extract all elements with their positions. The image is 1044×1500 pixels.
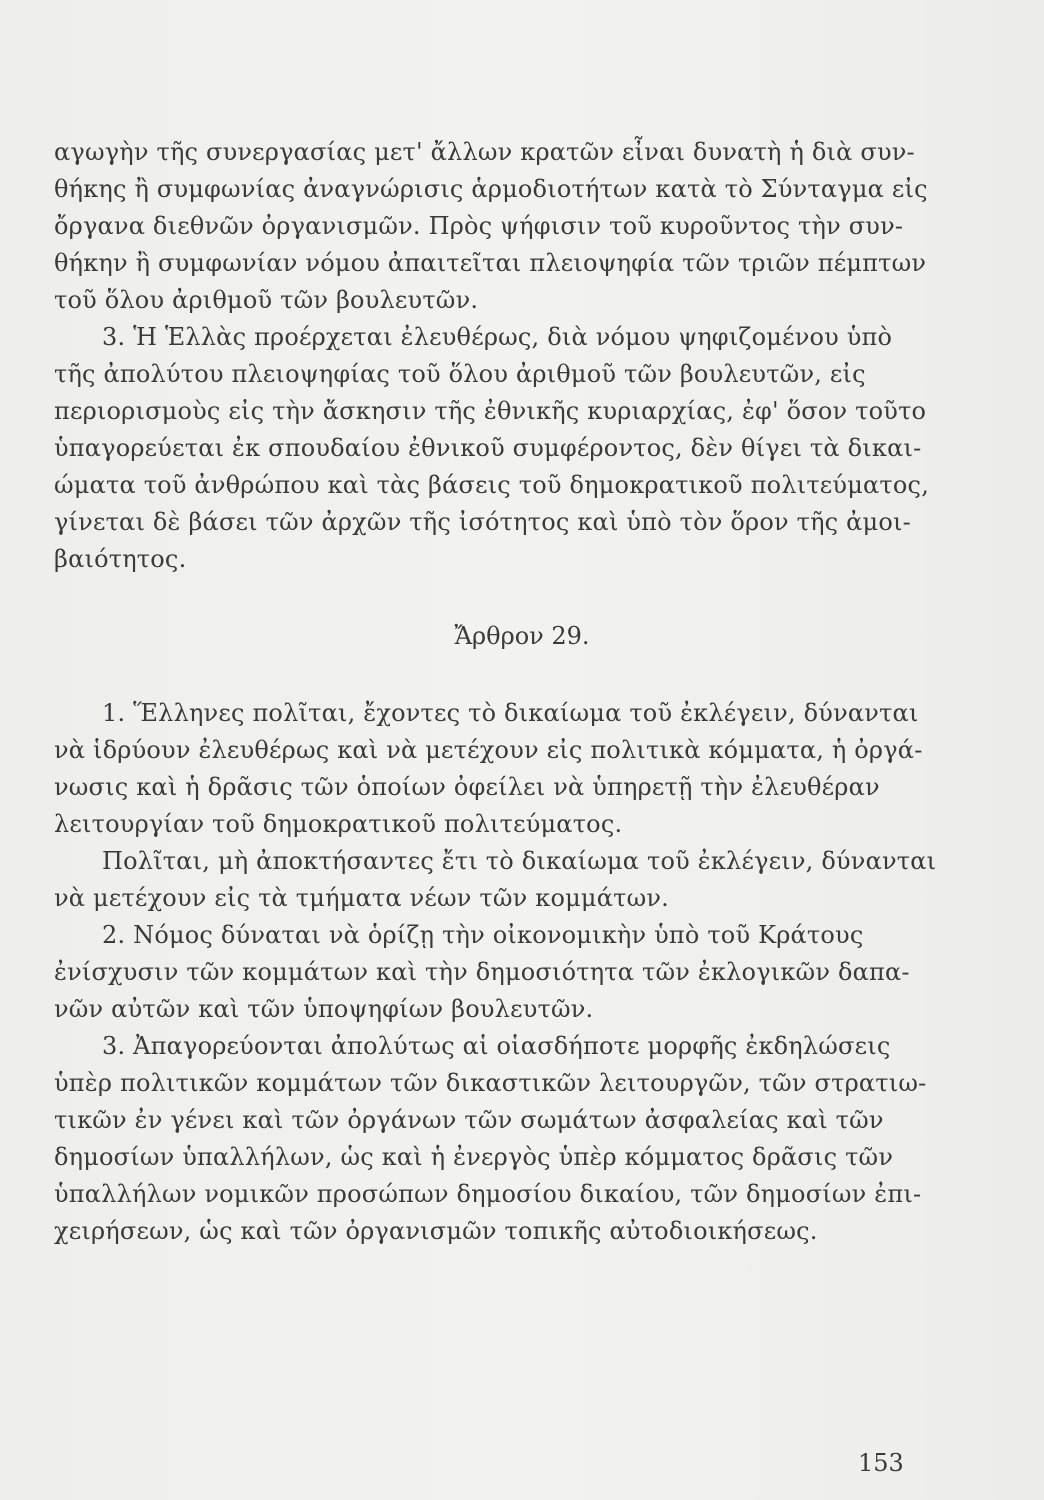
text-block-upper [54,134,930,578]
text-line: 2. Νόμος δύναται νὰ ὁρίζῃ τὴν οἰκονομικὴν ὑπὸ τοῦ Κράτους [102,921,864,949]
text-line: ἐνίσχυσιν τῶν κομμάτων καὶ τὴν δημοσιότητα τῶν ἐκλογικῶν δαπα- [54,958,910,986]
page-number: 153 [858,1449,904,1477]
text-line: γίνεται δὲ βάσει τῶν ἀρχῶν τῆς ἰσότητος καὶ ὑπὸ τὸν ὅρον τῆς ἀμοι- [54,508,911,536]
text-line: θήκην ἢ συμφωνίαν νόμου ἀπαιτεῖται πλειοψηφία τῶν τριῶν πέμπτων [54,249,927,277]
text-line: βαιότητος. [54,545,187,573]
text-line: τῆς ἀπολύτου πλειοψηφίας τοῦ ὅλου ἀριθμοῦ τῶν βουλευτῶν, εἰς [54,360,866,388]
text-line: νῶν αὐτῶν καὶ τῶν ὑποψηφίων βουλευτῶν. [54,995,594,1023]
text-line: τικῶν ἐν γένει καὶ τῶν ὀργάνων τῶν σωμάτων ἀσφαλείας καὶ τῶν [54,1106,884,1134]
text-line: ὄργανα διεθνῶν ὀργανισμῶν. Πρὸς ψήφισιν τοῦ κυροῦντος τὴν συν- [54,212,904,240]
text-line: νωσις καὶ ἡ δρᾶσις τῶν ὁποίων ὀφείλει νὰ ὑπηρετῇ τὴν ἐλευθέραν [54,773,880,801]
article-heading: Ἄρθρον 29. [454,622,590,650]
text-line: ὑπὲρ πολιτικῶν κομμάτων τῶν δικαστικῶν λειτουργῶν, τῶν στρατιω- [54,1069,927,1097]
text-line: Πολῖται, μὴ ἀποκτήσαντες ἔτι τὸ δικαίωμα τοῦ ἐκλέγειν, δύνανται [102,847,937,875]
text-line: νὰ ἱδρύουν ἐλευθέρως καὶ νὰ μετέχουν εἰς πολιτικὰ κόμματα, ἡ ὀργά- [54,736,923,764]
text-line: θήκης ἢ συμφωνίας ἀναγνώρισις ἁρμοδιοτήτων κατὰ τὸ Σύνταγμα εἰς [54,175,928,203]
text-line: αγωγὴν τῆς συνεργασίας μετ' ἄλλων κρατῶν εἶναι δυνατὴ ἡ διὰ συν- [54,138,915,166]
text-block-lower [54,695,937,1250]
text-line: 3. Ἀπαγορεύονται ἀπολύτως αἱ οἱασδήποτε μορφῆς ἐκδηλώσεις [102,1032,891,1060]
text-line: περιορισμοὺς εἰς τὴν ἄσκησιν τῆς ἐθνικῆς κυριαρχίας, ἐφ' ὅσον τοῦτο [54,397,927,425]
text-line: λειτουργίαν τοῦ δημοκρατικοῦ πολιτεύματος. [54,810,623,838]
text-line: ὑπαλλήλων νομικῶν προσώπων δημοσίου δικαίου, τῶν δημοσίων ἐπι- [54,1180,922,1208]
text-line: χειρήσεων, ὡς καὶ τῶν ὀργανισμῶν τοπικῆς αὐτοδιοικήσεως. [54,1217,818,1245]
text-line: 3. Ἡ Ἑλλὰς προέρχεται ἐλευθέρως, διὰ νόμου ψηφιζομένου ὑπὸ [102,323,893,351]
text-line: ὑπαγορεύεται ἐκ σπουδαίου ἐθνικοῦ συμφέροντος, δὲν θίγει τὰ δικαι- [54,434,922,462]
text-line: δημοσίων ὑπαλλήλων, ὡς καὶ ἡ ἐνεργὸς ὑπὲρ κόμματος δρᾶσις τῶν [54,1143,894,1171]
text-line: ώματα τοῦ ἀνθρώπου καὶ τὰς βάσεις τοῦ δημοκρατικοῦ πολιτεύματος, [54,471,930,499]
text-line: τοῦ ὅλου ἀριθμοῦ τῶν βουλευτῶν. [54,286,479,314]
text-line: 1. Ἕλληνες πολῖται, ἔχοντες τὸ δικαίωμα τοῦ ἐκλέγειν, δύνανται [102,699,919,727]
text-line: νὰ μετέχουν εἰς τὰ τμήματα νέων τῶν κομμάτων. [54,884,669,912]
